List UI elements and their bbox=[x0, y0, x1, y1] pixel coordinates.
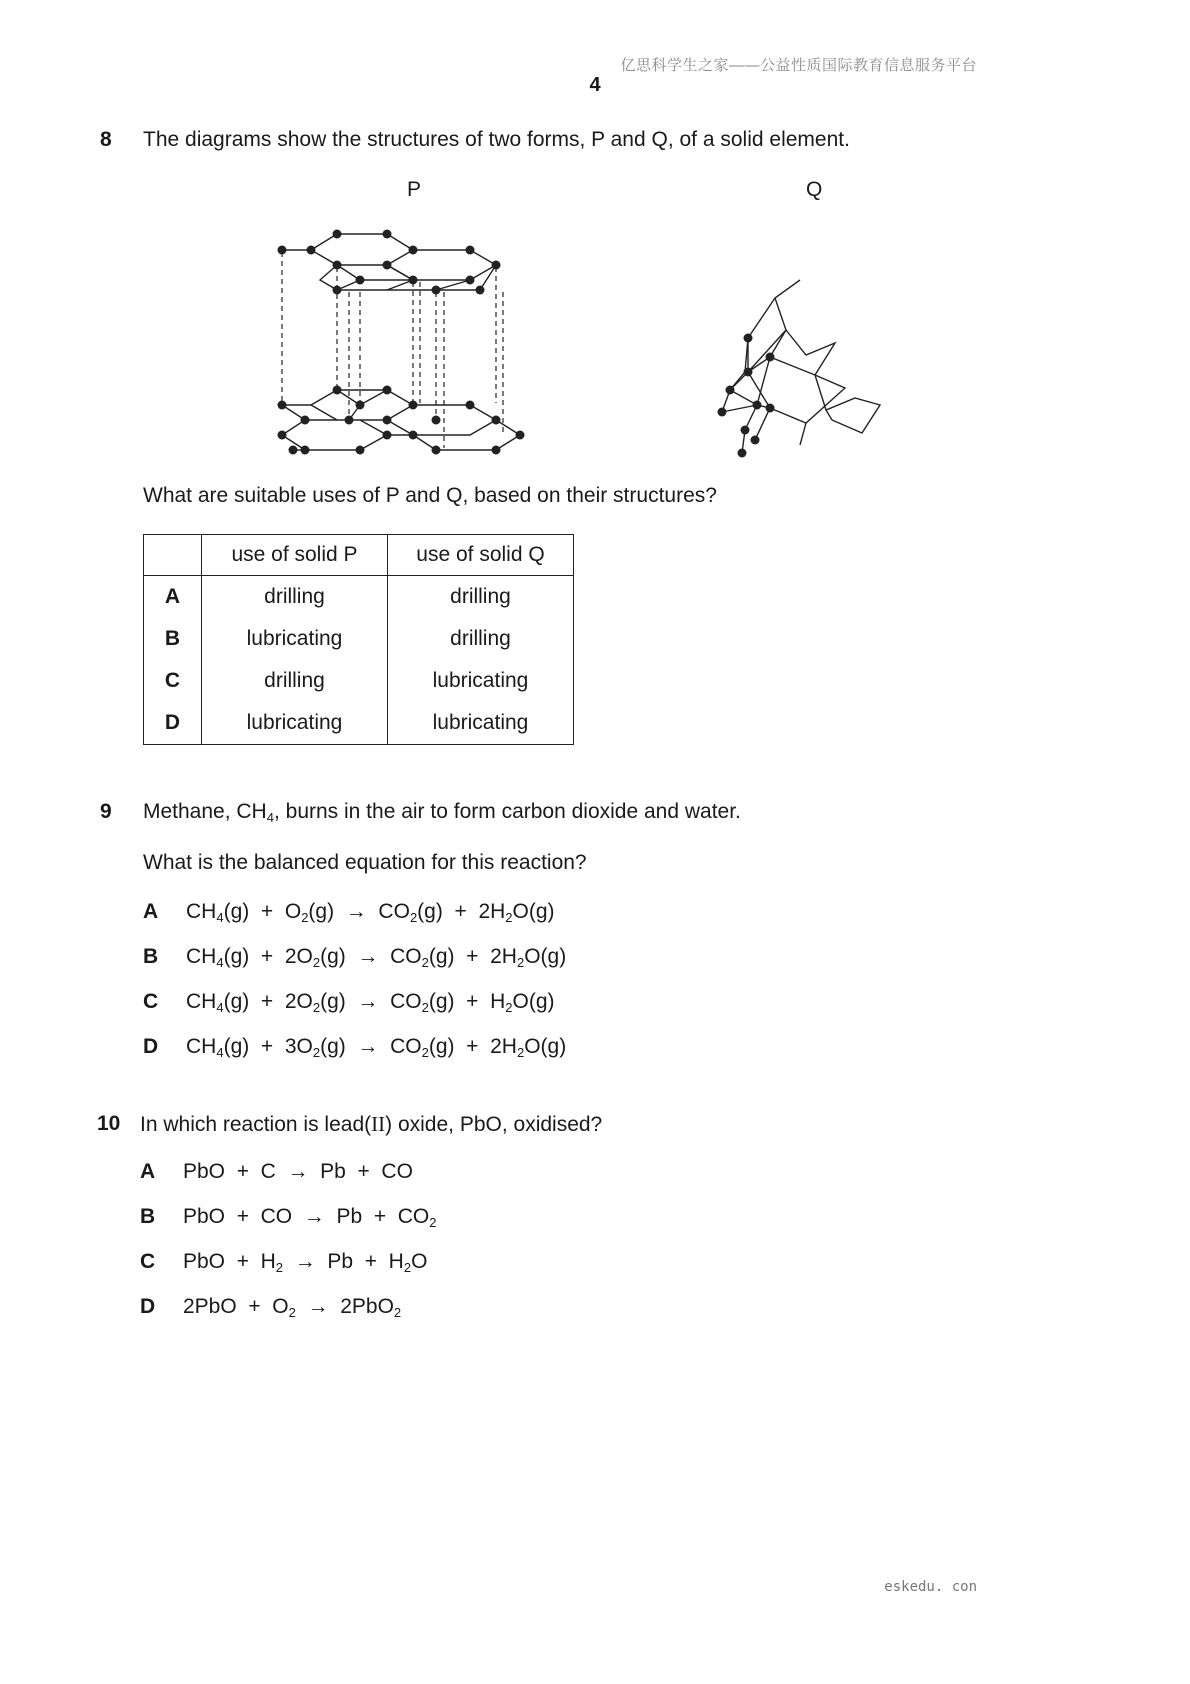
equation-subscript: 2 bbox=[409, 910, 418, 925]
equation-subscript: 2 bbox=[288, 1305, 296, 1320]
equation-text: CH bbox=[186, 990, 217, 1013]
page-number: 4 bbox=[589, 74, 601, 96]
q10-option-a-equation bbox=[183, 1160, 413, 1184]
q10-option-letter: B bbox=[140, 1205, 156, 1228]
table-header-empty bbox=[144, 535, 202, 576]
equation-subscript: 4 bbox=[216, 955, 224, 970]
equation-text: (g) + 2H bbox=[417, 900, 506, 923]
equation-text: O bbox=[411, 1250, 428, 1273]
row-key: C bbox=[144, 660, 202, 702]
row-use-q: lubricating bbox=[388, 702, 574, 745]
equation-text: O(g) bbox=[524, 1035, 567, 1058]
q9-option-d-equation bbox=[186, 1035, 566, 1059]
equation-subscript: 2 bbox=[393, 1305, 402, 1320]
equation-text: O(g) bbox=[512, 990, 555, 1013]
diamond-structure-diagram bbox=[700, 270, 890, 460]
question-8-number: 8 bbox=[100, 128, 112, 151]
equation-subscript: 2 bbox=[403, 1260, 412, 1275]
equation-text: (g) + 2H bbox=[428, 945, 517, 968]
q9-text-post: , burns in the air to form carbon dioxide and water. bbox=[273, 800, 741, 823]
table-row bbox=[144, 576, 574, 619]
equation-subscript: 4 bbox=[216, 1000, 224, 1015]
equation-text: PbO + H bbox=[183, 1250, 276, 1273]
equation-text: PbO + C → Pb + CO bbox=[183, 1160, 413, 1183]
equation-text: CH bbox=[186, 945, 217, 968]
equation-subscript: 2 bbox=[516, 1045, 525, 1060]
equation-text: (g) → CO bbox=[320, 945, 422, 968]
equation-text: PbO + CO → Pb + CO bbox=[183, 1205, 430, 1228]
q9-option-a-equation bbox=[186, 900, 555, 924]
label-q: Q bbox=[806, 178, 823, 201]
equation-subscript: 2 bbox=[312, 955, 321, 970]
table-header-q: use of solid Q bbox=[388, 535, 574, 576]
equation-text: CH bbox=[186, 1035, 217, 1058]
equation-text: (g) + H bbox=[428, 990, 506, 1013]
q9-text-pre: Methane, CH bbox=[143, 800, 267, 823]
equation-subscript: 2 bbox=[301, 910, 309, 925]
equation-subscript: 2 bbox=[516, 955, 525, 970]
row-key: D bbox=[144, 702, 202, 745]
q10-option-letter: A bbox=[140, 1160, 156, 1183]
row-key: B bbox=[144, 618, 202, 660]
question-9-number: 9 bbox=[100, 800, 112, 823]
q9-text-sub: 4 bbox=[266, 810, 274, 825]
question-10-text bbox=[140, 1112, 602, 1137]
question-10-number: 10 bbox=[97, 1112, 121, 1135]
q10-text-roman: II bbox=[371, 1112, 386, 1136]
equation-text: (g) + 2H bbox=[428, 1035, 517, 1058]
equation-text: (g) + 3O bbox=[223, 1035, 313, 1058]
row-use-q: drilling bbox=[388, 618, 574, 660]
q10-option-d-equation bbox=[183, 1295, 401, 1319]
q10-option-letter: D bbox=[140, 1295, 156, 1318]
equation-subscript: 2 bbox=[312, 1045, 321, 1060]
equation-subscript: 2 bbox=[275, 1260, 284, 1275]
q10-option-c-equation bbox=[183, 1250, 427, 1274]
equation-text: → Pb + H bbox=[283, 1250, 404, 1273]
row-use-p: lubricating bbox=[202, 702, 388, 745]
label-p: P bbox=[407, 178, 422, 201]
equation-subscript: 2 bbox=[505, 910, 513, 925]
table-header-p: use of solid P bbox=[202, 535, 388, 576]
equation-text: → 2PbO bbox=[295, 1295, 394, 1318]
table-row bbox=[144, 702, 574, 745]
row-use-p: lubricating bbox=[202, 618, 388, 660]
equation-text: (g) → CO bbox=[308, 900, 410, 923]
footer-watermark: eskedu. con bbox=[884, 1579, 977, 1595]
equation-text: (g) → CO bbox=[320, 990, 422, 1013]
row-use-p: drilling bbox=[202, 576, 388, 619]
q9-option-letter: B bbox=[143, 945, 159, 968]
q9-option-b-equation bbox=[186, 945, 566, 969]
equation-text: (g) + 2O bbox=[223, 990, 313, 1013]
equation-text: O(g) bbox=[512, 900, 555, 923]
row-key: A bbox=[144, 576, 202, 619]
equation-subscript: 2 bbox=[421, 955, 429, 970]
q9-option-letter: A bbox=[143, 900, 159, 923]
row-use-p: drilling bbox=[202, 660, 388, 702]
table-row bbox=[144, 618, 574, 660]
equation-text: (g) → CO bbox=[320, 1035, 422, 1058]
equation-subscript: 4 bbox=[216, 910, 224, 925]
equation-text: CH bbox=[186, 900, 217, 923]
equation-text: (g) + O bbox=[223, 900, 302, 923]
equation-subscript: 2 bbox=[421, 1045, 429, 1060]
equation-text: (g) + 2O bbox=[223, 945, 313, 968]
equation-subscript: 2 bbox=[429, 1215, 437, 1230]
q9-option-c-equation bbox=[186, 990, 555, 1014]
equation-subscript: 2 bbox=[505, 1000, 513, 1015]
equation-text: 2PbO + O bbox=[183, 1295, 289, 1318]
q9-option-letter: C bbox=[143, 990, 159, 1013]
q10-option-letter: C bbox=[140, 1250, 156, 1273]
equation-subscript: 2 bbox=[421, 1000, 429, 1015]
answer-table bbox=[143, 534, 574, 745]
q9-option-letter: D bbox=[143, 1035, 159, 1058]
table-row bbox=[144, 660, 574, 702]
watermark-header: 亿思科学生之家——公益性质国际教育信息服务平台 bbox=[620, 57, 977, 74]
q10-text-post: ) oxide, PbO, oxidised? bbox=[385, 1113, 603, 1136]
row-use-q: drilling bbox=[388, 576, 574, 619]
question-9-text bbox=[143, 800, 741, 824]
graphite-structure-diagram bbox=[268, 220, 558, 460]
row-use-q: lubricating bbox=[388, 660, 574, 702]
question-8-prompt: What are suitable uses of P and Q, based on their structures? bbox=[143, 484, 717, 507]
question-8-text: The diagrams show the structures of two forms, P and Q, of a solid element. bbox=[143, 128, 850, 151]
equation-subscript: 2 bbox=[312, 1000, 321, 1015]
question-9-prompt: What is the balanced equation for this reaction? bbox=[143, 851, 587, 874]
equation-text: O(g) bbox=[524, 945, 567, 968]
table-header-row bbox=[144, 535, 574, 576]
q10-option-b-equation bbox=[183, 1205, 436, 1229]
q10-text-pre: In which reaction is lead( bbox=[140, 1113, 372, 1136]
equation-subscript: 4 bbox=[216, 1045, 224, 1060]
